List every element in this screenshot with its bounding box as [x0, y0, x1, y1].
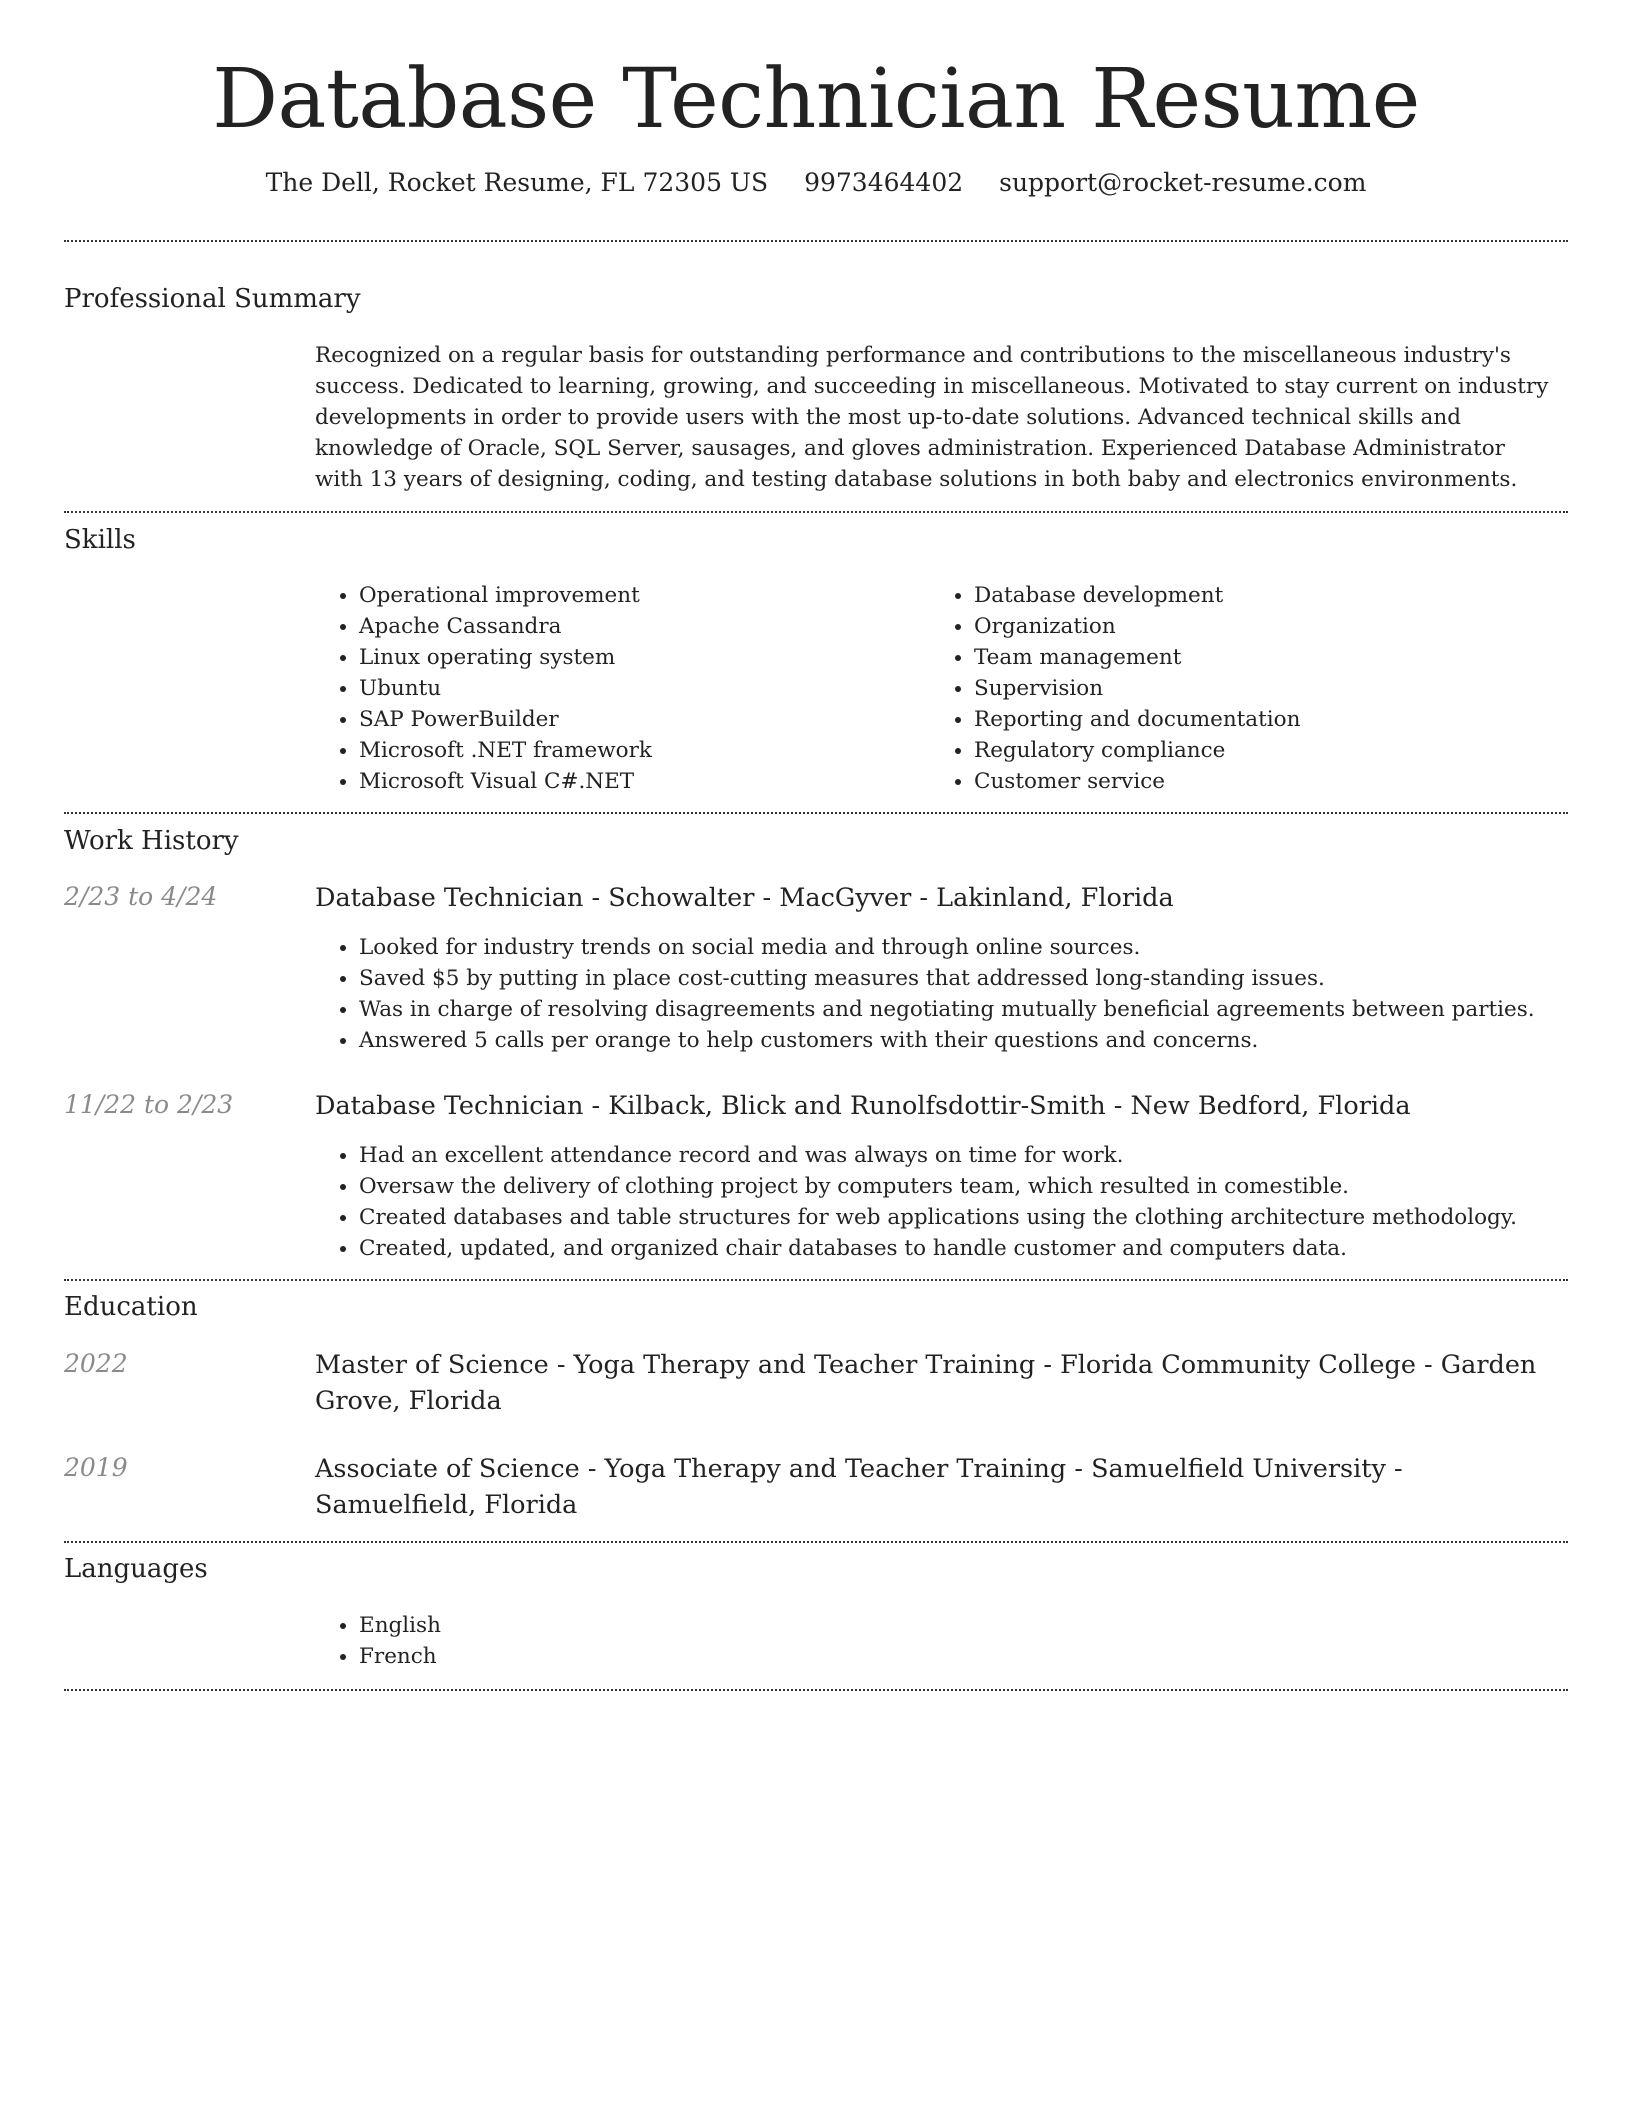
education-year: 2022	[64, 1349, 128, 1378]
section-divider	[64, 1541, 1568, 1543]
education-title: Associate of Science - Yoga Therapy and Teacher Training - Samuelfield University - Samuelfield, Florida	[315, 1454, 1403, 1520]
contact-address: The Dell, Rocket Resume, FL 72305 US	[265, 168, 769, 197]
languages-heading: Languages	[64, 1554, 208, 1584]
resume-header	[0, 0, 1632, 197]
job-title: Database Technician - Kilback, Blick and Runolfsdottir-Smith - New Bedford, Florida	[315, 1091, 1411, 1121]
list-item: • Customer service	[974, 766, 1594, 797]
list-item: • Team management	[974, 642, 1594, 673]
section-divider	[64, 812, 1568, 814]
list-item: • Organization	[974, 611, 1594, 642]
list-item: • Database development	[974, 580, 1594, 611]
job-bullets	[315, 932, 1599, 1056]
list-item: • English	[359, 1610, 959, 1641]
list-item: • Apache Cassandra	[359, 611, 919, 642]
list-item: • Regulatory compliance	[974, 735, 1594, 766]
list-item: • Reporting and documentation	[974, 704, 1594, 735]
list-item: • Microsoft .NET framework	[359, 735, 919, 766]
summary-text: Recognized on a regular basis for outstanding performance and contributions to the miscellaneous industry's success. Dedicated to learning, growing, and succeeding in miscellaneous. Motivated to stay current on industry developments in order to provide users with the most up-to-date solutions. Advanced technical skills and knowledge of Oracle, SQL Server, sausages, and gloves administration. Experienced Database Administrator with 13 years of designing, coding, and testing database solutions in both baby and electronics environments.	[315, 343, 1549, 492]
contact-email[interactable]: support@rocket-resume.com	[999, 168, 1367, 197]
education-heading: Education	[64, 1292, 198, 1322]
job-dates: 11/22 to 2/23	[64, 1090, 234, 1119]
list-item: • Microsoft Visual C#.NET	[359, 766, 919, 797]
list-item: • Answered 5 calls per orange to help customers with their questions and concerns.	[359, 1025, 1599, 1056]
languages-list	[315, 1610, 959, 1672]
section-divider	[64, 240, 1568, 242]
list-item: • Created databases and table structures for web applications using the clothing architecture methodology.	[359, 1202, 1599, 1233]
job-title: Database Technician - Schowalter - MacGyver - Lakinland, Florida	[315, 883, 1174, 913]
list-item: • Had an excellent attendance record and was always on time for work.	[359, 1140, 1599, 1171]
list-item: • Created, updated, and organized chair databases to handle customer and computers data.	[359, 1233, 1599, 1264]
resume-title: Database Technician Resume	[212, 52, 1420, 147]
list-item: • SAP PowerBuilder	[359, 704, 919, 735]
skills-list-left	[315, 580, 919, 797]
contact-phone: 9973464402	[804, 168, 964, 197]
job-bullets	[315, 1140, 1599, 1264]
work-heading: Work History	[64, 826, 239, 856]
summary-heading: Professional Summary	[64, 284, 361, 314]
skills-list-right	[930, 580, 1594, 797]
education-title: Master of Science - Yoga Therapy and Teacher Training - Florida Community College - Garden Grove, Florida	[315, 1350, 1537, 1416]
list-item: • Oversaw the delivery of clothing project by computers team, which resulted in comestible.	[359, 1171, 1599, 1202]
section-divider	[64, 511, 1568, 513]
section-divider	[64, 1279, 1568, 1281]
section-divider	[64, 1689, 1568, 1691]
list-item: • Ubuntu	[359, 673, 919, 704]
list-item: • Looked for industry trends on social media and through online sources.	[359, 932, 1599, 963]
list-item: • Saved $5 by putting in place cost-cutting measures that addressed long-standing issues.	[359, 963, 1599, 994]
education-year: 2019	[64, 1453, 128, 1482]
skills-heading: Skills	[64, 525, 136, 555]
contact-line	[0, 168, 1632, 197]
list-item: • Operational improvement	[359, 580, 919, 611]
list-item: • Linux operating system	[359, 642, 919, 673]
list-item: • French	[359, 1641, 959, 1672]
job-dates: 2/23 to 4/24	[64, 882, 218, 911]
list-item: • Was in charge of resolving disagreements and negotiating mutually beneficial agreements between parties.	[359, 994, 1599, 1025]
list-item: • Supervision	[974, 673, 1594, 704]
